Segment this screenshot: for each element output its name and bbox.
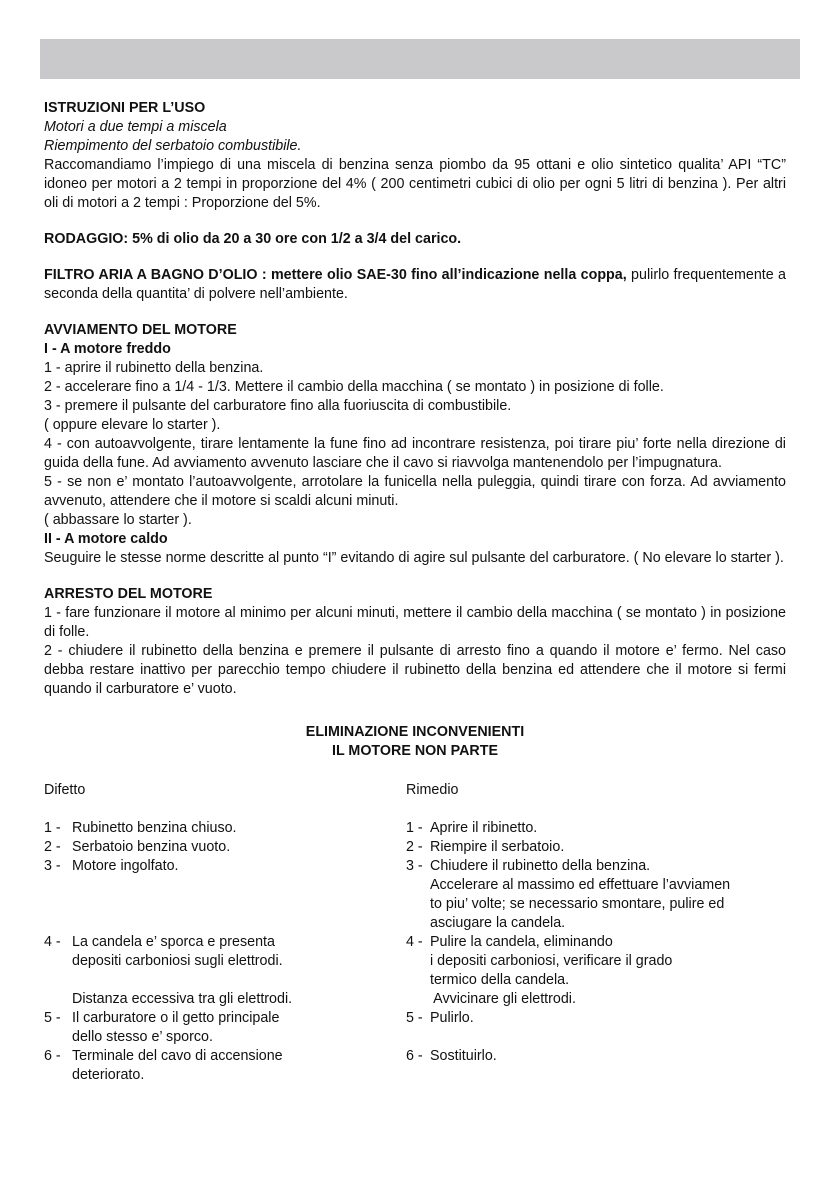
cold-step: ( oppure elevare lo starter ). bbox=[44, 417, 221, 433]
troubleshooting-table bbox=[44, 781, 786, 1081]
instructions-title: ISTRUZIONI PER L’USO bbox=[44, 100, 206, 116]
stop-section-title: ARRESTO DEL MOTORE bbox=[44, 586, 213, 602]
stop-step: 2 - chiudere il rubinetto della benzina e premere il pulsante di arresto fino a quando il motore e’ fermo. Nel caso debba restare inattivo per parecchio tempo chiudere il rubinetto della benzina ed attendere che il motore si fermi quando il carburatore e’ vuoto. bbox=[44, 643, 786, 697]
start-section-title: AVVIAMENTO DEL MOTORE bbox=[44, 322, 237, 338]
defects-column: Difetto 1 - Rubinetto benzina chiuso. 2 - Serbatoio benzina vuoto. 3 - Motore ingolfato. 4 - La candela e’ sporca e presenta depositi carboniosi sugli elettrodi. Distanza eccessiva tra gli elettrodi. 5 - Il carburatore o il getto principale dello stesso e’ sporco. 6 - Terminale del cavo di accensione deteriorato. bbox=[44, 781, 344, 1085]
page-content bbox=[44, 99, 786, 1081]
defect-item: 2 - Serbatoio benzina vuoto. bbox=[44, 839, 231, 855]
header-bar bbox=[40, 39, 800, 79]
remedy-item: 1 - Aprire il ribinetto. bbox=[406, 820, 538, 836]
stop-step: 1 - fare funzionare il motore al minimo per alcuni minuti, mettere il cambio della macchina ( se montato ) in posizione di folle. bbox=[44, 605, 786, 640]
troubleshooting-subtitle: IL MOTORE NON PARTE bbox=[331, 743, 498, 759]
instructions-subtitle-1: Motori a due tempi a miscela bbox=[44, 119, 227, 135]
defects-header: Difetto bbox=[44, 782, 86, 798]
remedy-item: 3 - Chiudere il rubinetto della benzina. bbox=[406, 858, 651, 874]
remedy-item: 2 - Riempire il serbatoio. bbox=[406, 839, 565, 855]
cold-step: 3 - premere il pulsante del carburatore fino alla fuoriuscita di combustibile. bbox=[44, 398, 512, 414]
defect-item: 4 - La candela e’ sporca e presenta bbox=[44, 934, 275, 950]
cold-step: 1 - aprire il rubinetto della benzina. bbox=[44, 360, 264, 376]
instructions-subtitle-2: Riempimento del serbatoio combustibile. bbox=[44, 138, 302, 154]
remedy-item: 5 - Pulirlo. bbox=[406, 1010, 474, 1026]
warm-start-text: Seuguire le stesse norme descritte al punto “I” evitando di agire sul pulsante del carburatore. ( No elevare lo starter ). bbox=[44, 550, 784, 566]
cold-step: ( abbassare lo starter ). bbox=[44, 512, 192, 528]
defect-item: 3 - Motore ingolfato. bbox=[44, 858, 179, 874]
cold-start-title: I - A motore freddo bbox=[44, 341, 171, 357]
defect-item: 5 - Il carburatore o il getto principale bbox=[44, 1010, 280, 1026]
cold-step: 2 - accelerare fino a 1/4 - 1/3. Mettere il cambio della macchina ( se montato ) in posizione di folle. bbox=[44, 379, 664, 395]
remedies-column: Rimedio 1 - Aprire il ribinetto. 2 - Riempire il serbatoio. 3 - Chiudere il rubinetto della benzina. Accelerare al massimo ed effettuare l’avviamen to piu’ volte; se necessario smontare, pulire ed asciugare la candela. 4 - Pulire la candela, eliminando i depositi carboniosi, verificare il grado termico della candela. Avvicinare gli elettrodi. 5 - Pulirlo. 6 - Sostituirlo. bbox=[406, 781, 786, 1066]
air-filter-normal: pulirlo frequentemente a seconda della quantita’ di polvere nell’ambiente. bbox=[44, 267, 786, 302]
troubleshooting-title: ELIMINAZIONE INCONVENIENTI bbox=[305, 724, 525, 740]
defect-item: 6 - Terminale del cavo di accensione bbox=[44, 1048, 283, 1064]
defect-item: 1 - Rubinetto benzina chiuso. bbox=[44, 820, 237, 836]
warm-start-title: II - A motore caldo bbox=[44, 531, 168, 547]
air-filter-paragraph bbox=[44, 266, 786, 304]
air-filter-bold: FILTRO ARIA A BAGNO D’OLIO : mettere olio SAE-30 fino all’indicazione nella coppa, bbox=[44, 267, 627, 283]
remedy-item: 6 - Sostituirlo. bbox=[406, 1048, 497, 1064]
cold-step: 4 - con autoavvolgente, tirare lentamente la fune fino ad incontrare resistenza, poi tirare piu’ forte nella direzione di guida della fune. Ad avviamento avvenuto lasciare che il cavo si riavvolga mantenendolo per l’impugnatura. bbox=[44, 436, 786, 471]
remedies-header: Rimedio bbox=[406, 782, 459, 798]
remedy-item: 4 - Pulire la candela, eliminando bbox=[406, 934, 613, 950]
defect-item: Distanza eccessiva tra gli elettrodi. bbox=[72, 991, 293, 1007]
fuel-mixture-text: Raccomandiamo l’impiego di una miscela di benzina senza piombo da 95 ottani e olio sintetico qualita’ API “TC” idoneo per motori a 2 tempi in proporzione del 4% ( 200 centimetri cubici di olio per ogni 5 litri di benzina ). Per altri oli di motori a 2 tempi : Proporzione del 5%. bbox=[44, 157, 786, 211]
cold-step: 5 - se non e’ montato l’autoavvolgente, arrotolare la funicella nella puleggia, quindi tirare con forza. Ad avviamento avvenuto, attendere che il motore si scaldi alcuni minuti. bbox=[44, 474, 786, 509]
rodaggio-text: RODAGGIO: 5% di olio da 20 a 30 ore con 1/2 a 3/4 del carico. bbox=[44, 231, 462, 247]
